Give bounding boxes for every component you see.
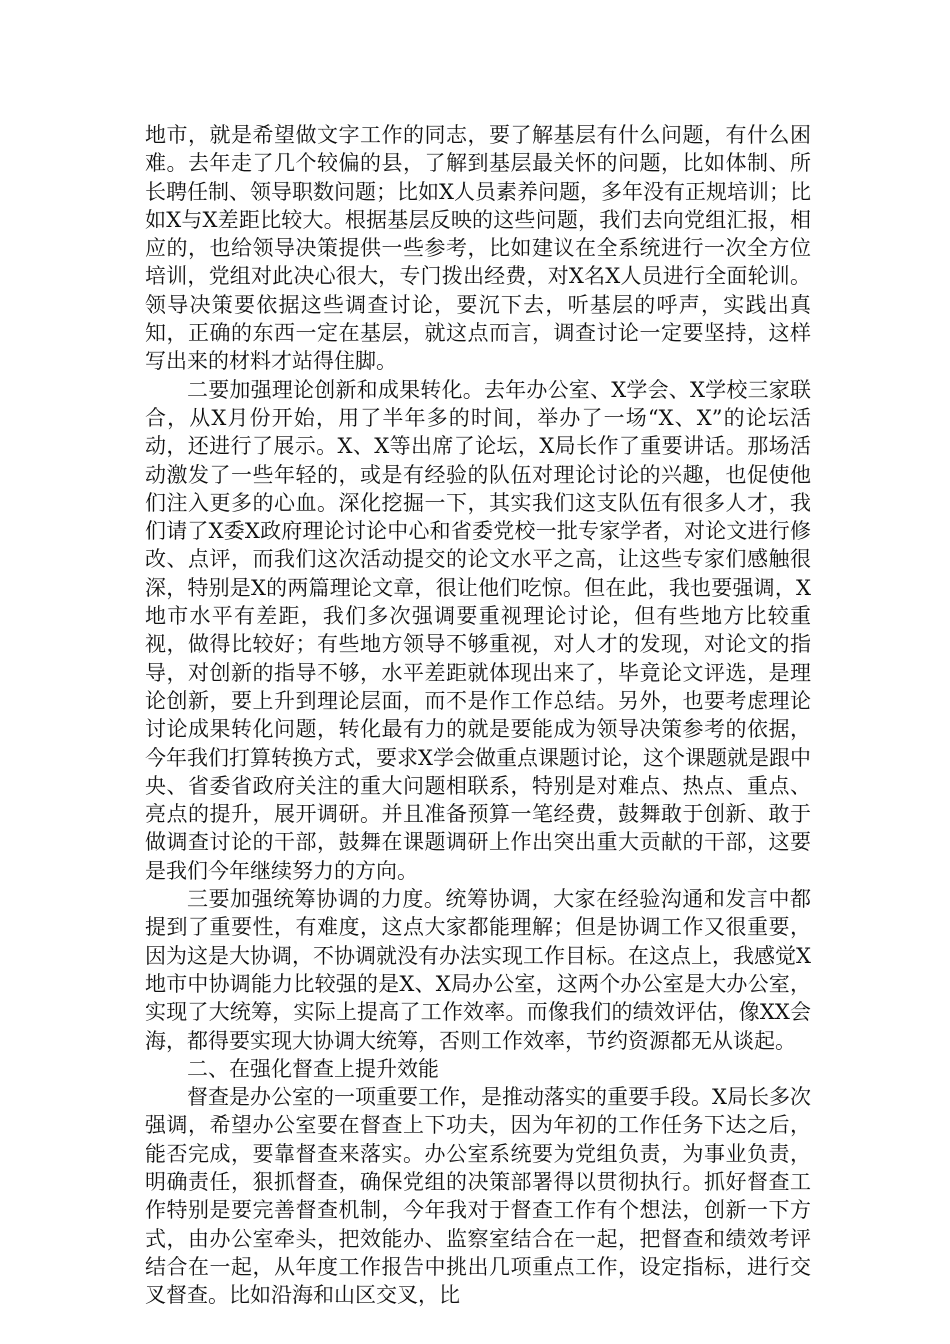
paragraph-4: 督查是办公室的一项重要工作，是推动落实的重要手段。X局长多次强调，希望办公室要在督查上下功夫，因为年初的工作任务下达之后，能否完成，要靠督查来落实。办公室系统要为党组负责，为事业负责，明确责任，狠抓督查，确保党组的决策部署得以贯彻执行。抓好督查工作特别是要完善督查机制，今年我对于督查工作有个想法，创新一下方式，由办公室牵头，把效能办、监察室结合在一起，把督查和绩效考评结合在一起，从年度工作报告中挑出几项重点工作，设定指标，进行交叉督查。比如沿海和山区交叉，比 [145,1085,811,1308]
document-page [145,121,811,1309]
section-heading: 二、在强化督查上提升效能 [187,1056,439,1081]
paragraph-3: 三要加强统筹协调的力度。统筹协调，大家在经验沟通和发言中都提到了重要性，有难度，这点大家都能理解；但是协调工作又很重要，因为这是大协调，不协调就没有办法实现工作目标。在这点上，我感觉X地市中协调能力比较强的是X、X局办公室，这两个办公室是大办公室，实现了大统筹，实际上提高了工作效率。而像我们的绩效评估，像XX会海，都得要实现大协调大统筹，否则工作效率，节约资源都无从谈起。 [145,887,811,1053]
paragraph-1: 地市，就是希望做文字工作的同志，要了解基层有什么问题，有什么困难。去年走了几个较偏的县，了解到基层最关怀的问题，比如体制、所长聘任制、领导职数问题；比如X人员素养问题，多年没有正规培训；比如X与X差距比较大。根据基层反映的这些问题，我们去向党组汇报，相应的，也给领导决策提供一些参考，比如建议在全系统进行一次全方位培训，党组对此决心很大，专门拨出经费，对X名X人员进行全面轮训。领导决策要依据这些调查讨论，要沉下去，听基层的呼声，实践出真知，正确的东西一定在基层，就这点而言，调查讨论一定要坚持，这样写出来的材料才站得住脚。 [145,123,811,374]
paragraph-2: 二要加强理论创新和成果转化。去年办公室、X学会、X学校三家联合，从X月份开始，用了半年多的时间，举办了一场“X、X”的论坛活动，还进行了展示。X、X等出席了论坛，X局长作了重要讲话。那场活动激发了一些年轻的，或是有经验的队伍对理论讨论的兴趣，也促使他们注入更多的心血。深化挖掘一下，其实我们这支队伍有很多人才，我们请了X委X政府理论讨论中心和省委党校一批专家学者，对论文进行修改、点评，而我们这次活动提交的论文水平之高，让这些专家们感触很深，特别是X的两篇理论文章，很让他们吃惊。但在此，我也要强调，X地市水平有差距，我们多次强调要重视理论讨论，但有些地方比较重视，做得比较好；有些地方领导不够重视，对人才的发现，对论文的指导，对创新的指导不够，水平差距就体现出来了，毕竟论文评选，是理论创新，要上升到理论层面，而不是作工作总结。另外，也要考虑理论讨论成果转化问题，转化最有力的就是要能成为领导决策参考的依据，今年我们打算转换方式，要求X学会做重点课题讨论，这个课题就是跟中央、省委省政府关注的重大问题相联系，特别是对难点、热点、重点、亮点的提升，展开调研。并且准备预算一笔经费，鼓舞敢于创新、敢于做调查讨论的干部，鼓舞在课题调研上作出突出重大贡献的干部，这要是我们今年继续努力的方向。 [145,377,811,883]
